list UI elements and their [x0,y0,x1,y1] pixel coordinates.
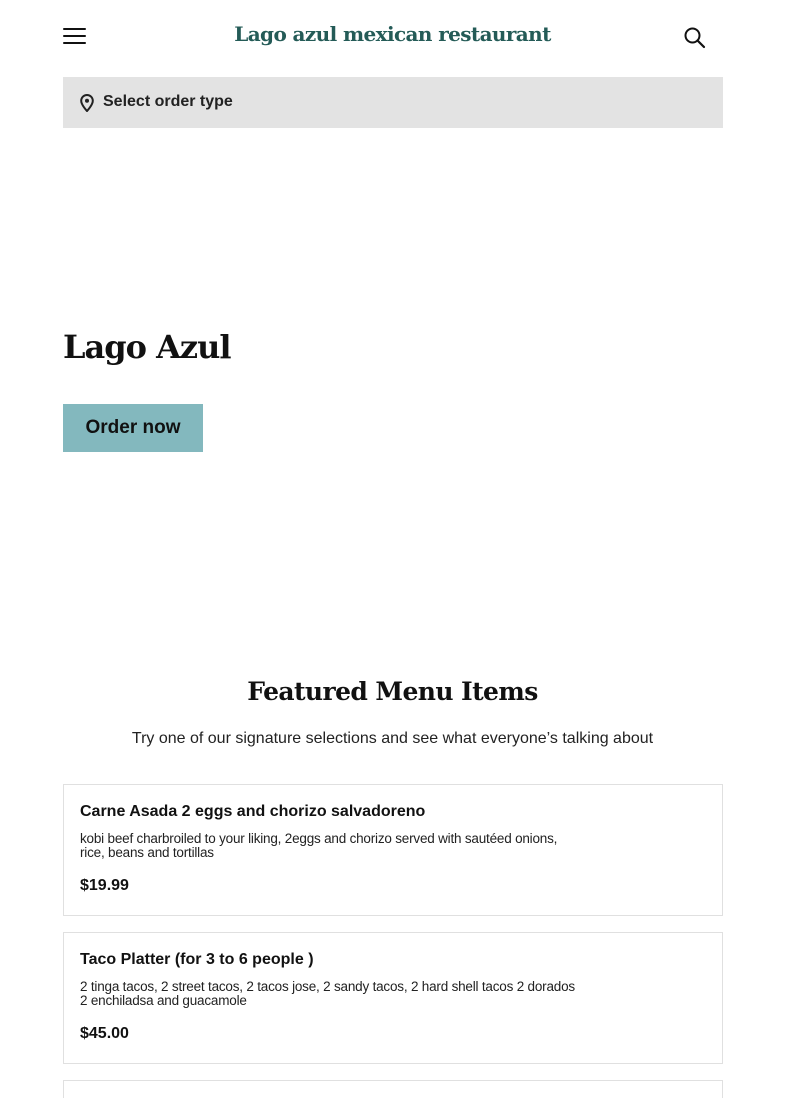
menu-item-name: Taco Platter (for 3 to 6 people ) [80,951,314,968]
location-pin-icon [80,94,94,112]
featured-title: Featured Menu Items [247,677,538,706]
menu-item-card[interactable] [63,1080,723,1098]
order-now-button[interactable]: Order now [63,404,203,452]
menu-item-price: $19.99 [80,877,129,894]
search-button[interactable] [683,26,707,50]
site-header [0,0,785,74]
hero-title: Lago Azul [63,328,231,366]
menu-item-price: $45.00 [80,1025,129,1042]
select-order-type-button[interactable] [63,77,723,128]
featured-subtitle: Try one of our signature selections and see what everyone’s talking about [131,730,654,747]
menu-item-name: Carne Asada 2 eggs and chorizo salvadoreno [80,803,426,820]
order-type-label: Select order type [103,93,233,110]
menu-item-card[interactable] [63,784,723,916]
search-icon [683,26,707,50]
site-title[interactable]: Lago azul mexican restaurant [234,22,551,46]
menu-item-description: kobi beef charbroiled to your liking, 2eggs and chorizo served with sautéed onions, rice, beans and tortillas [80,831,558,860]
menu-item-description: 2 tinga tacos, 2 street tacos, 2 tacos jose, 2 sandy tacos, 2 hard shell tacos 2 dorados 2 enchiladsa and guacamole [80,979,575,1008]
menu-item-card[interactable] [63,932,723,1064]
